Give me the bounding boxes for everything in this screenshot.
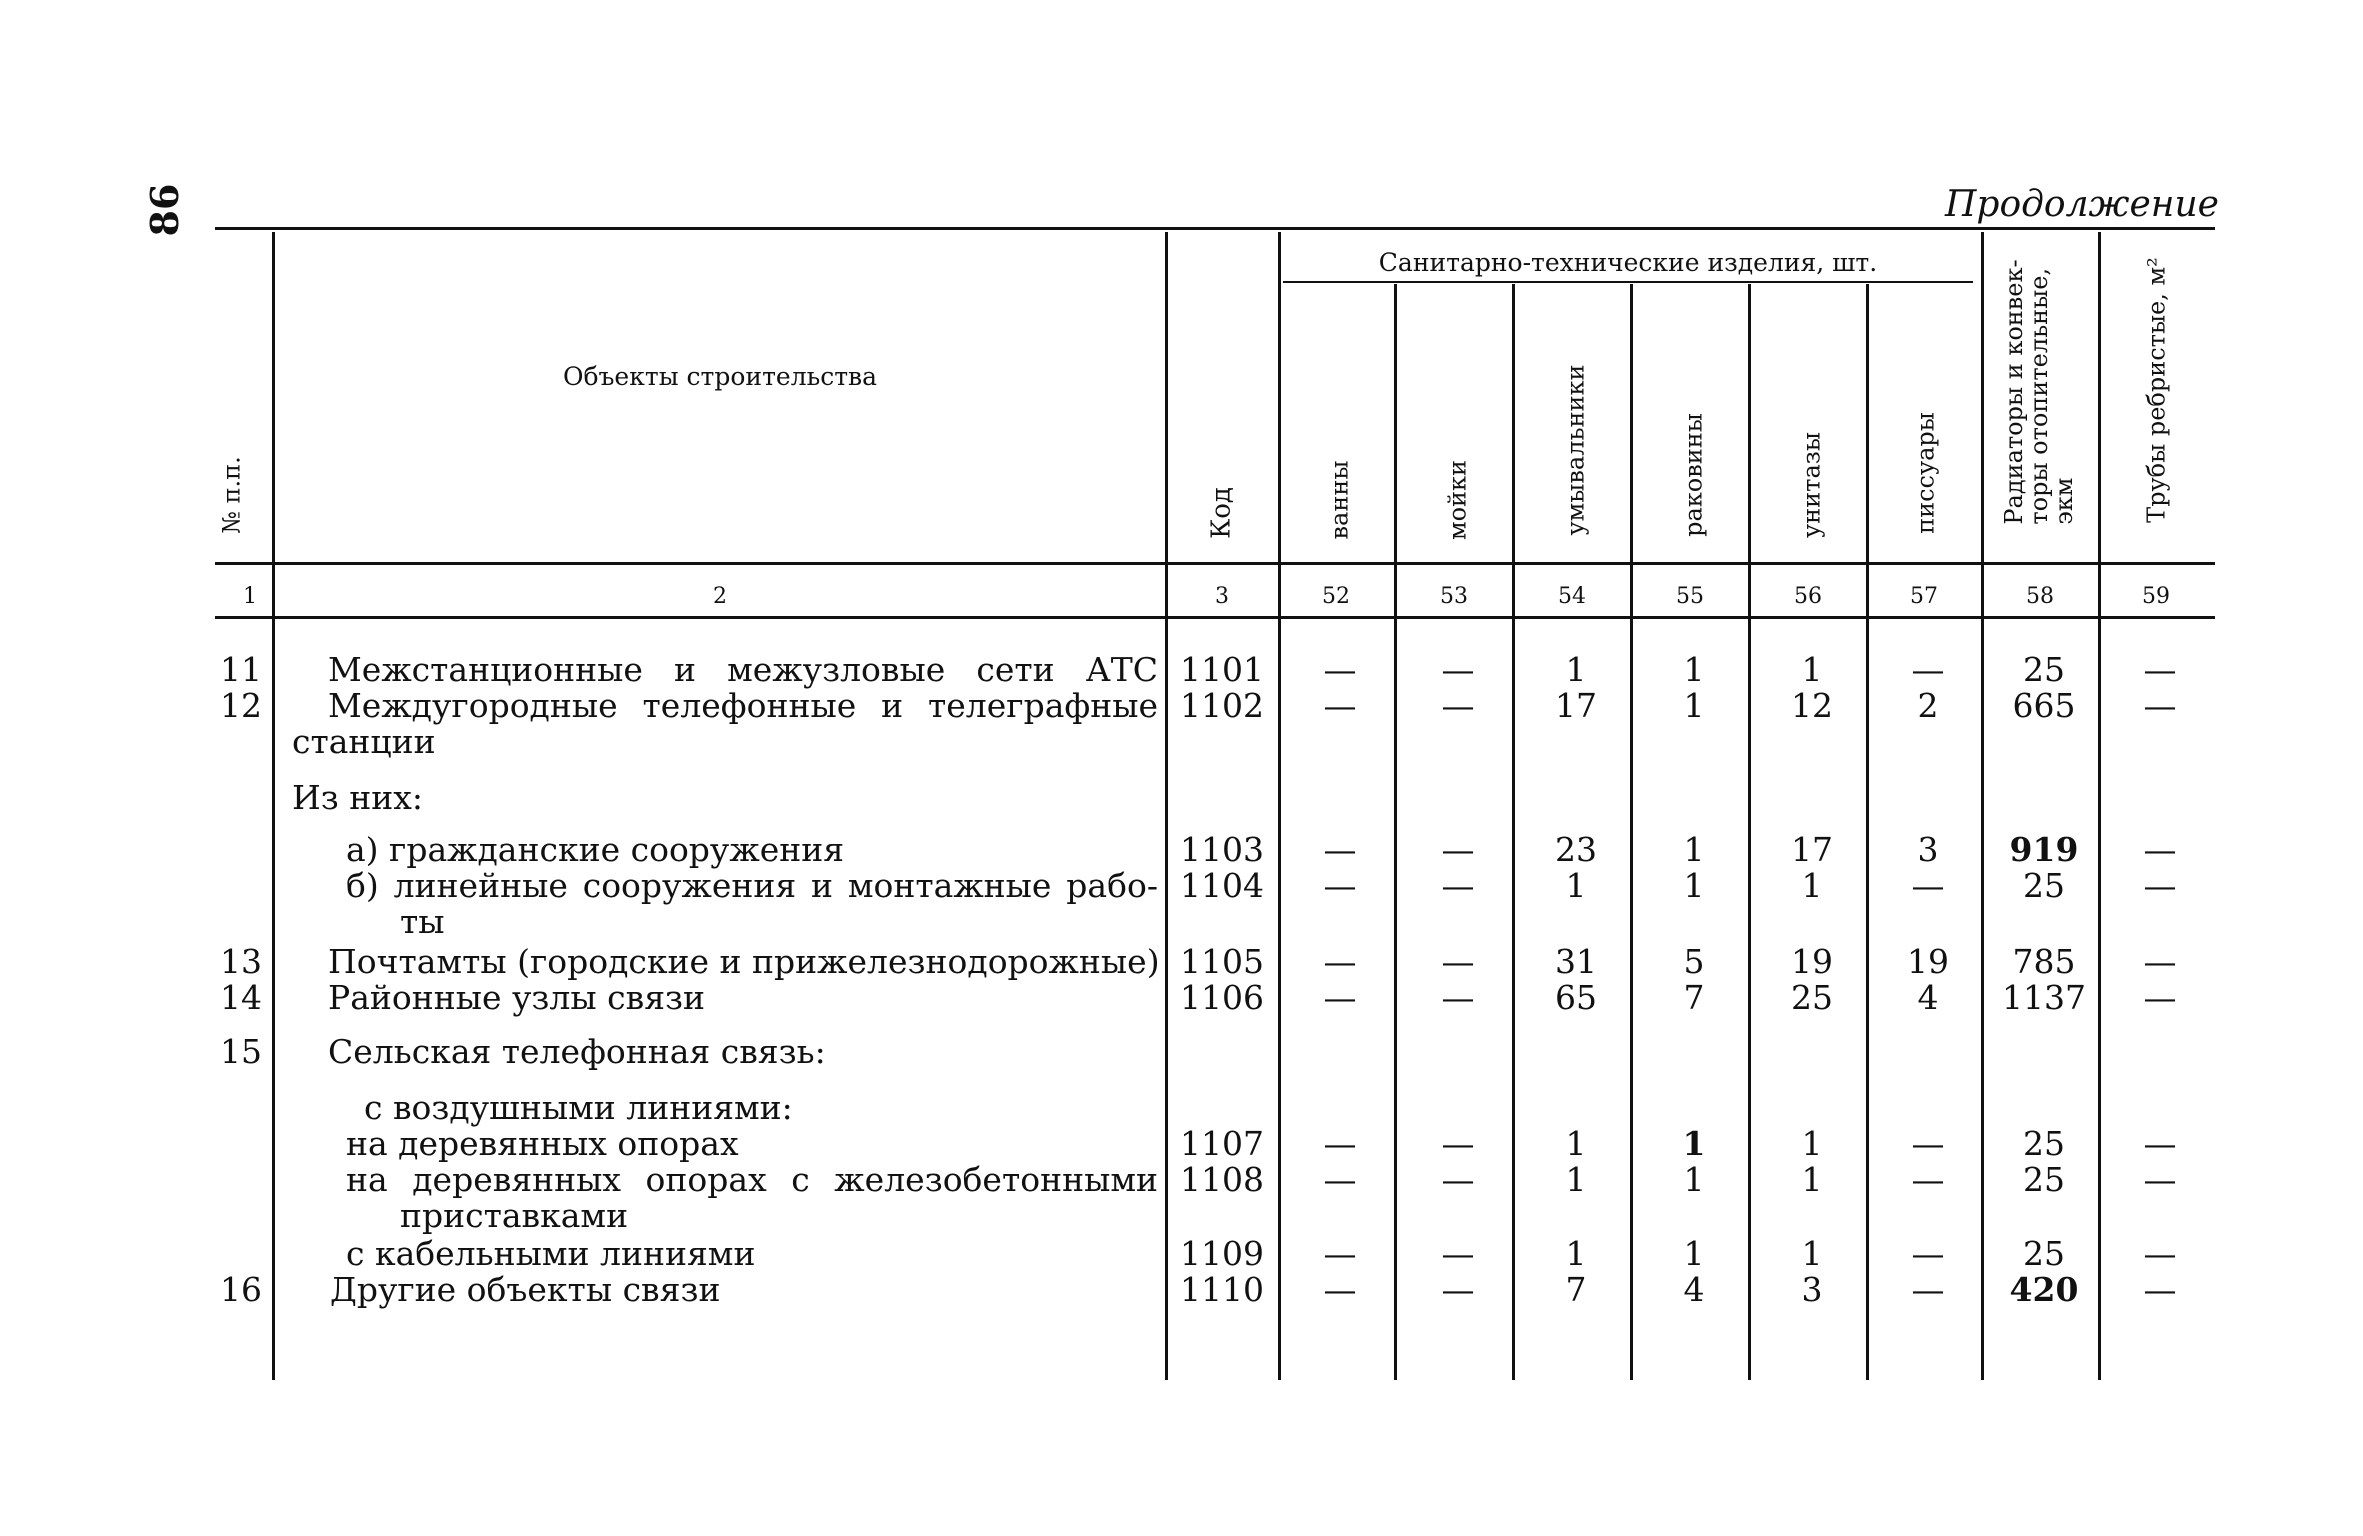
header-finned-pipes: Трубы ребристые, м²: [2142, 257, 2171, 523]
cell-baths: —: [1323, 1234, 1357, 1273]
col-rule-1: [272, 232, 275, 1380]
cell-urinals: —: [1911, 1160, 1945, 1199]
cell-sinks-kitchen: —: [1441, 830, 1475, 869]
row-number: 16: [220, 1270, 262, 1309]
row-number: 14: [220, 978, 262, 1017]
cell-finned-pipes: —: [2143, 686, 2177, 725]
cell-sinks: 5: [1683, 942, 1705, 981]
cell-radiators: 1137: [2002, 978, 2086, 1017]
cell-finned-pipes: —: [2143, 1234, 2177, 1273]
cell-sinks-kitchen: —: [1441, 978, 1475, 1017]
cell-washbasins: 23: [1555, 830, 1597, 869]
page-number: 86: [142, 183, 188, 237]
cell-sinks: 7: [1683, 978, 1705, 1017]
row-number: 15: [220, 1032, 262, 1071]
header-sinks: раковины: [1679, 413, 1708, 537]
row-name: Междугородные телефонные и телеграфные: [328, 686, 1158, 725]
cell-finned-pipes: —: [2143, 1124, 2177, 1163]
cell-washbasins: 31: [1555, 942, 1597, 981]
col-rule-9: [1981, 232, 1984, 1380]
cell-sinks-kitchen: —: [1441, 1270, 1475, 1309]
colnum-52: 52: [1322, 584, 1350, 609]
cell-urinals: —: [1911, 650, 1945, 689]
cell-baths: —: [1323, 650, 1357, 689]
cell-finned-pipes: —: [2143, 1270, 2177, 1309]
header-sinks-kitchen: мойки: [1443, 459, 1472, 541]
table-top-rule: [215, 227, 2215, 230]
row-name: Почтамты (городские и прижелезнодорожные): [328, 942, 1160, 981]
col-rule-2: [1165, 232, 1168, 1380]
row-name: Другие объекты связи: [330, 1270, 721, 1309]
header-urinals: писсуары: [1911, 412, 1940, 534]
cell-toilets: 1: [1801, 866, 1823, 905]
row-code: 1103: [1180, 830, 1264, 869]
cell-baths: —: [1323, 866, 1357, 905]
cell-radiators: 25: [2023, 1234, 2065, 1273]
colnum-54: 54: [1558, 584, 1586, 609]
cell-washbasins: 65: [1555, 978, 1597, 1017]
cell-urinals: —: [1911, 866, 1945, 905]
cell-sinks: 1: [1683, 866, 1705, 905]
col-rule-8: [1866, 284, 1869, 1380]
cell-sinks-kitchen: —: [1441, 866, 1475, 905]
cell-radiators: 25: [2023, 1160, 2065, 1199]
cell-sinks-kitchen: —: [1441, 942, 1475, 981]
row-code: 1105: [1180, 942, 1264, 981]
colnum-59: 59: [2142, 584, 2170, 609]
header-bottom-rule: [215, 562, 2215, 565]
header-radiators: Радиаторы и конвек- торы отопительные, экм: [2000, 259, 2079, 525]
row-name: б) линейные сооружения и монтажные рабо-: [346, 866, 1158, 905]
header-objects: Объекты строительства: [562, 362, 878, 391]
cell-sinks-kitchen: —: [1441, 1234, 1475, 1273]
cell-urinals: 4: [1917, 978, 1939, 1017]
cell-urinals: 2: [1917, 686, 1939, 725]
row-code: 1102: [1180, 686, 1264, 725]
cell-sinks: 1: [1683, 1234, 1705, 1273]
row-name: с воздушными линиями:: [364, 1088, 793, 1127]
cell-finned-pipes: —: [2143, 866, 2177, 905]
col-rule-7: [1748, 284, 1751, 1380]
header-washbasins: умывальники: [1561, 364, 1590, 536]
cell-toilets: 1: [1801, 1234, 1823, 1273]
cell-baths: —: [1323, 942, 1357, 981]
row-code: 1107: [1180, 1124, 1264, 1163]
row-code: 1109: [1180, 1234, 1264, 1273]
cell-sinks: 1: [1683, 1160, 1705, 1199]
cell-toilets: 1: [1801, 650, 1823, 689]
col-rule-3: [1278, 232, 1281, 1380]
cell-washbasins: 17: [1555, 686, 1597, 725]
row-name: на деревянных опорах с железобетонными: [346, 1160, 1158, 1199]
row-code: 1110: [1180, 1270, 1264, 1309]
header-baths: ванны: [1325, 460, 1354, 540]
header-toilets: унитазы: [1797, 432, 1826, 538]
row-number: 13: [220, 942, 262, 981]
row-name: на деревянных опорах: [346, 1124, 739, 1163]
cell-radiators: 420: [2009, 1270, 2079, 1309]
cell-washbasins: 1: [1565, 1160, 1587, 1199]
cell-radiators: 25: [2023, 1124, 2065, 1163]
col-rule-5: [1512, 284, 1515, 1380]
row-code: 1104: [1180, 866, 1264, 905]
colnum-55: 55: [1676, 584, 1704, 609]
cell-urinals: —: [1911, 1234, 1945, 1273]
cell-radiators: 25: [2023, 866, 2065, 905]
column-numbers-rule: [215, 616, 2215, 619]
cell-radiators: 665: [2012, 686, 2076, 725]
cell-toilets: 1: [1801, 1160, 1823, 1199]
row-name: Сельская телефонная связь:: [328, 1032, 826, 1071]
header-npp: № п.п.: [217, 456, 246, 534]
cell-sinks: 4: [1683, 1270, 1705, 1309]
colnum-56: 56: [1794, 584, 1822, 609]
row-number: 12: [220, 686, 262, 725]
row-name: с кабельными линиями: [346, 1234, 756, 1273]
cell-urinals: 3: [1917, 830, 1939, 869]
cell-washbasins: 7: [1565, 1270, 1587, 1309]
colnum-3: 3: [1215, 584, 1229, 609]
cell-finned-pipes: —: [2143, 650, 2177, 689]
cell-washbasins: 1: [1565, 866, 1587, 905]
cell-baths: —: [1323, 1270, 1357, 1309]
header-code: Код: [1206, 487, 1237, 539]
group-header-rule: [1283, 281, 1973, 283]
cell-toilets: 1: [1801, 1124, 1823, 1163]
row-name: Районные узлы связи: [328, 978, 706, 1017]
col-rule-4: [1394, 284, 1397, 1380]
cell-sinks: 1: [1683, 830, 1705, 869]
cell-washbasins: 1: [1565, 650, 1587, 689]
cell-sinks-kitchen: —: [1441, 686, 1475, 725]
cell-baths: —: [1323, 1124, 1357, 1163]
cell-finned-pipes: —: [2143, 942, 2177, 981]
colnum-1: 1: [243, 584, 257, 609]
header-sanitary-group: Санитарно-технические изделия, шт.: [1378, 248, 1878, 277]
colnum-58: 58: [2026, 584, 2054, 609]
col-rule-6: [1630, 284, 1633, 1380]
row-name-continuation: станции: [292, 722, 436, 761]
cell-toilets: 19: [1791, 942, 1833, 981]
cell-baths: —: [1323, 830, 1357, 869]
cell-baths: —: [1323, 686, 1357, 725]
cell-urinals: 19: [1907, 942, 1949, 981]
cell-finned-pipes: —: [2143, 1160, 2177, 1199]
cell-washbasins: 1: [1565, 1124, 1587, 1163]
cell-washbasins: 1: [1565, 1234, 1587, 1273]
cell-toilets: 12: [1791, 686, 1833, 725]
row-name: Из них:: [292, 778, 423, 817]
row-name: а) гражданские сооружения: [346, 830, 845, 869]
cell-urinals: —: [1911, 1124, 1945, 1163]
cell-radiators: 785: [2012, 942, 2076, 981]
cell-sinks: 1: [1682, 1124, 1706, 1163]
row-name-continuation: ты: [400, 902, 445, 941]
cell-finned-pipes: —: [2143, 978, 2177, 1017]
row-code: 1101: [1180, 650, 1264, 689]
colnum-2: 2: [713, 584, 727, 609]
colnum-53: 53: [1440, 584, 1468, 609]
continuation-label: Продолжение: [1945, 184, 2219, 225]
row-number: 11: [220, 650, 262, 689]
row-code: 1108: [1180, 1160, 1264, 1199]
row-name: Межстанционные и межузловые сети АТС: [328, 650, 1158, 689]
cell-toilets: 3: [1801, 1270, 1823, 1309]
cell-sinks-kitchen: —: [1441, 650, 1475, 689]
cell-finned-pipes: —: [2143, 830, 2177, 869]
cell-sinks-kitchen: —: [1441, 1124, 1475, 1163]
cell-radiators: 25: [2023, 650, 2065, 689]
cell-toilets: 25: [1791, 978, 1833, 1017]
cell-baths: —: [1323, 978, 1357, 1017]
row-code: 1106: [1180, 978, 1264, 1017]
row-name-continuation: приставками: [400, 1196, 629, 1235]
cell-baths: —: [1323, 1160, 1357, 1199]
cell-toilets: 17: [1791, 830, 1833, 869]
cell-sinks-kitchen: —: [1441, 1160, 1475, 1199]
cell-radiators: 919: [2009, 830, 2079, 869]
colnum-57: 57: [1910, 584, 1938, 609]
col-rule-10: [2098, 232, 2101, 1380]
cell-urinals: —: [1911, 1270, 1945, 1309]
cell-sinks: 1: [1683, 686, 1705, 725]
cell-sinks: 1: [1683, 650, 1705, 689]
